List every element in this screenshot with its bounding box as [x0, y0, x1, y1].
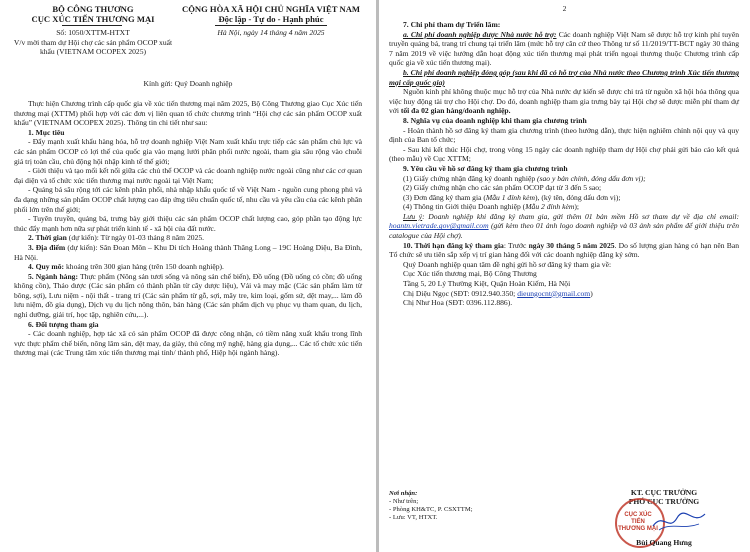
requirement-4-end: );: [574, 202, 579, 212]
section-7a-text: Các doanh nghiệp Việt Nam sẽ được hỗ trợ kinh phí tuyên truyền quảng bá, trang trí chung tại triển lãm (mức hỗ trợ căn cứ theo Thông tư số 11/2019/TT-BCT ngày 30 tháng 7 năm 2019 về việc hướng dẫn hoạt động xúc tiến thương mại phát triển ngoại thương thuộc Chương trình cấp quốc gia về xúc tiến thương mại).: [389, 29, 739, 68]
requirement-1: [389, 174, 739, 184]
section-7a: [389, 30, 739, 68]
signature: [649, 508, 709, 534]
requirement-2: (2) Giấy chứng nhận cho các sản phẩm OCOP đạt từ 3 đến 5 sao;: [403, 183, 602, 193]
sign-title-1: KT. CỤC TRƯỞNG: [630, 488, 698, 497]
section-5-text: Thực phẩm (Nông sản tươi sống và nông sản chế biến), Đồ uống (Đồ uống có cồn; đồ uống không cồn), Thảo dược (Các sản phẩm có thành phần từ cây dược liệu), Vải và may mặc (Các sản phẩm làm từ bông, sợi), Lưu niệm - nội thất - trang trí (Các sản phẩm từ gỗ, sợi, mây tre, kim loại, gốm sứ, dệt may,... làm đồ lưu niệm, đồ gia dụng), Dịch vụ du lịch nông thôn, bán hàng (Các sản phẩm dịch vụ phục vụ tham quan, du lịch, nghỉ dưỡng, giải trí, học tập, nghiên cứu,...).: [14, 271, 362, 320]
contact-2-phone: (SĐT: 0396.112.886).: [445, 298, 513, 308]
section-2: [14, 233, 362, 243]
requirement-4-form: Mẫu 2 đính kèm: [525, 202, 575, 212]
recipient-1: - Như trên;: [389, 498, 419, 505]
recipient-2: - Phòng KH&TC, P. CSXTTM;: [389, 506, 473, 513]
requirement-1-note: (sao y bản chính, đóng dấu đơn vị);: [537, 173, 646, 183]
note-label: Lưu ý: [403, 211, 423, 221]
section-10-title: 10. Thời hạn đăng ký tham gia: [403, 240, 504, 250]
section-10: [389, 241, 739, 260]
note-paragraph: [389, 212, 739, 241]
section-7b: [389, 87, 739, 116]
goal-2: - Giới thiệu và tạo mối kết nối giữa các chủ thể OCOP và các doanh nghiệp nước ngoài cũng như các cơ quan đại diện và tổ chức xúc tiến thương mại nước ngoài tại Việt Nam;: [14, 166, 362, 185]
requirement-4: [389, 202, 739, 212]
motto-underline: [215, 25, 327, 26]
goal-4: - Tuyên truyền, quảng bá, trưng bày giới thiệu các sản phẩm OCOP chất lượng cao, góp phần tạo động lực thúc đẩy mạnh hơn nữa sự phát triển kinh tế - xã hội của đất nước.: [14, 214, 362, 233]
note-text: : Doanh nghiệp khi đăng ký tham gia, gửi thêm 01 bản mềm Hồ sơ tham dự về địa chỉ email:: [422, 211, 739, 221]
note-text-end: (gửi kèm theo 01 ảnh logo doanh nghiệp và 03 ảnh sản phẩm để giới thiệu trên catalogue của Hội chợ).: [389, 221, 739, 241]
contact-person-1: [389, 289, 739, 299]
requirement-3: [389, 193, 739, 203]
section-2-text: (dự kiến): Từ ngày 01-03 tháng 8 năm 2025.: [66, 233, 205, 243]
requirement-3-form: Mẫu 1 đính kèm: [485, 192, 536, 202]
country-name: CỘNG HÒA XÃ HỘI CHỦ NGHĨA VIỆT NAM: [181, 4, 361, 14]
official-seal-text: CỤC XÚC TIẾN THƯƠNG MẠI: [618, 512, 658, 532]
contact-org: Cục Xúc tiến thương mại, Bộ Công Thương: [403, 269, 537, 279]
section-3-title: 3. Địa điểm: [28, 242, 66, 252]
section-6-title: 6. Đối tượng tham gia: [28, 319, 99, 329]
section-8-title: 8. Nghĩa vụ của doanh nghiệp khi tham gia chương trình: [403, 115, 587, 125]
deadline-date: ngày 30 tháng 5 năm 2025: [528, 240, 615, 250]
section-7b-highlight: tối đa 02 gian hàng/doanh nghiệp.: [400, 106, 511, 116]
section-1-title: 1. Mục tiêu: [28, 127, 65, 137]
page1-body: [14, 99, 362, 358]
sign-title-2: PHÓ CỤC TRƯỞNG: [628, 497, 700, 506]
goal-1: - Đẩy mạnh xuất khẩu hàng hóa, hỗ trợ doanh nghiệp Việt Nam xuất khẩu trực tiếp các sản phẩm chủ lực và các sản phẩm OCOP có lợi thế của quốc gia vào mạng lưới phân phối nước ngoài, tham gia sâu rộng vào chuỗi giá trị toàn cầu, chủ động hội nhập kinh tế thế giới;: [14, 137, 362, 166]
page-2: [379, 0, 750, 552]
signer-name: Bùi Quang Hưng: [636, 538, 692, 547]
section-4-title: 4. Quy mô:: [28, 262, 65, 272]
requirement-3-text: (3) Đơn đăng ký tham gia (: [403, 192, 486, 202]
requirement-4-text: (4) Thông tin Giới thiệu Doanh nghiệp (: [403, 202, 526, 212]
section-9-title: 9. Yêu cầu về hồ sơ đăng ký tham gia chương trình: [403, 163, 568, 173]
contact-2-name: Chị Như Hoa: [403, 298, 444, 308]
section-3: [14, 243, 362, 262]
ministry-name: BỘ CÔNG THƯƠNG: [52, 4, 134, 14]
doc-date: Hà Nội, ngày 14 tháng 4 năm 2025: [217, 28, 325, 37]
agency-name: CỤC XÚC TIẾN THƯƠNG MẠI: [31, 14, 155, 24]
duty-2: - Sau khi kết thúc Hội chợ, trong vòng 15 ngày các doanh nghiệp tham dự Hội chợ phải gửi báo cáo kết quả (theo mẫu) về Cục XTTM;: [389, 144, 739, 164]
contact-1-end: ): [590, 288, 593, 298]
section-5-title: 5. Ngành hàng:: [28, 271, 79, 281]
requirement-3-end: ), (ký tên, đóng dấu đơn vị);: [535, 192, 621, 202]
doc-subject: V/v mời tham dự Hội chợ các sản phẩm OCOP xuất khẩu (VIETNAM OCOPEX 2025): [13, 38, 173, 56]
agency-underline: [62, 25, 122, 26]
national-motto: Độc lập - Tự do - Hạnh phúc: [218, 14, 324, 24]
page-number: 2: [562, 4, 567, 13]
intro-paragraph: Thực hiện Chương trình cấp quốc gia về xúc tiến thương mại năm 2025, Bộ Công Thương giao Cục Xúc tiến thương mại (XTTM) phối hợp với các đơn vị liên quan tổ chức chương trình “Hội chợ các sản phẩm OCOP xuất khẩu” (VIETNAM OCOPEX 2025). Thông tin chi tiết như sau:: [14, 99, 362, 128]
goal-3: - Quảng bá sâu rộng tới các kênh phân phối, nhà nhập khẩu quốc tế về Việt Nam - nguồn cung phong phú và đa dạng những sản phẩm OCOP chất lượng cao đáp ứng tiêu chuẩn quốc tế, nhu cầu và yêu cầu của các kênh phân phối lớn trên thế giới;: [14, 185, 362, 214]
contact-address: Tầng 5, 20 Lý Thường Kiệt, Quận Hoàn Kiếm, Hà Nội: [403, 279, 571, 289]
contact-person-2: [389, 298, 739, 308]
recipients-title: Nơi nhận:: [389, 490, 418, 497]
greeting: Kính gửi: Quý Doanh nghiệp: [143, 79, 233, 88]
section-4-text: khoảng trên 300 gian hàng (trên 150 doanh nghiệp).: [64, 262, 224, 272]
section-7a-title: a. Chi phí doanh nghiệp được Nhà nước hỗ trợ:: [403, 29, 557, 39]
contact-1-name: Chị Diệu Ngọc: [403, 288, 449, 298]
section-5: [14, 272, 362, 320]
section-6-text: - Các doanh nghiệp, hợp tác xã có sản phẩm OCOP đã được công nhận, có tiềm năng xuất khẩu trong lĩnh vực thực phẩm chế biến, nông lâm sản, dệt may, da giày, thủ công mỹ nghệ, hàng gia dụng,... Các tổ chức xúc tiến thương mại (các Trung tâm xúc tiến thương mại tỉnh/ thành phố, Hiệp hội ngành hàng).: [14, 329, 362, 358]
section-10-text-end: . Do số lượng gian hàng có hạn nên Ban Tổ chức sẽ ưu tiên sắp xếp vị trí gian hàng đối với các doanh nghiệp đăng ký sớm.: [389, 240, 740, 260]
section-7b-title: b. Chi phí doanh nghiệp đóng góp (sau khi đã có hỗ trợ của Nhà nước theo Chương trình Xúc tiến thương mại cấp quốc gia): [389, 67, 739, 87]
recipient-3: - Lưu: VT, HTXT.: [389, 514, 438, 521]
recipients: [389, 490, 539, 522]
email-link-registration[interactable]: hoantn.vietrade.gov@gmail.com: [389, 221, 489, 231]
contact-intro: Quý Doanh nghiệp quan tâm đề nghị gửi hồ sơ đăng ký tham gia về:: [403, 259, 612, 269]
section-2-title: 2. Thời gian: [28, 233, 67, 243]
duty-1: - Hoàn thành hồ sơ đăng ký tham gia chương trình (theo hướng dẫn), thực hiện nghiêm chỉnh nội quy và quy định của Ban tổ chức;: [389, 125, 739, 145]
requirement-1-text: (1) Giấy chứng nhận đăng ký doanh nghiệp: [403, 173, 538, 183]
email-link-contact[interactable]: dieungocnt@gmail.com: [517, 288, 591, 298]
contact-1-phone: (SĐT: 0912.940.350;: [450, 288, 516, 298]
page2-body: [389, 20, 739, 308]
doc-number: Số: 1050/XTTM-HTXT: [56, 28, 130, 37]
section-7-title: 7. Chi phí tham dự Triển lãm:: [403, 20, 501, 29]
section-4: [14, 262, 362, 272]
section-7b-text: Nguồn kinh phí không thuộc mục hỗ trợ của Nhà nước dự kiến sẽ được chi trả từ nguồn xã hội hóa thông qua việc huy động tài trợ cho Hội chợ. Do đó, doanh nghiệp tham gia trưng bày tại Hội chợ sẽ được miễn phí tham dự với: [389, 87, 739, 116]
section-3-text: (dự kiến): Sân Đoan Môn – Khu Di tích Hoàng thành Thăng Long – 19C Hoàng Diệu, Ba Đình, Hà Nội.: [14, 242, 362, 262]
section-10-text: : Trước: [503, 240, 529, 250]
